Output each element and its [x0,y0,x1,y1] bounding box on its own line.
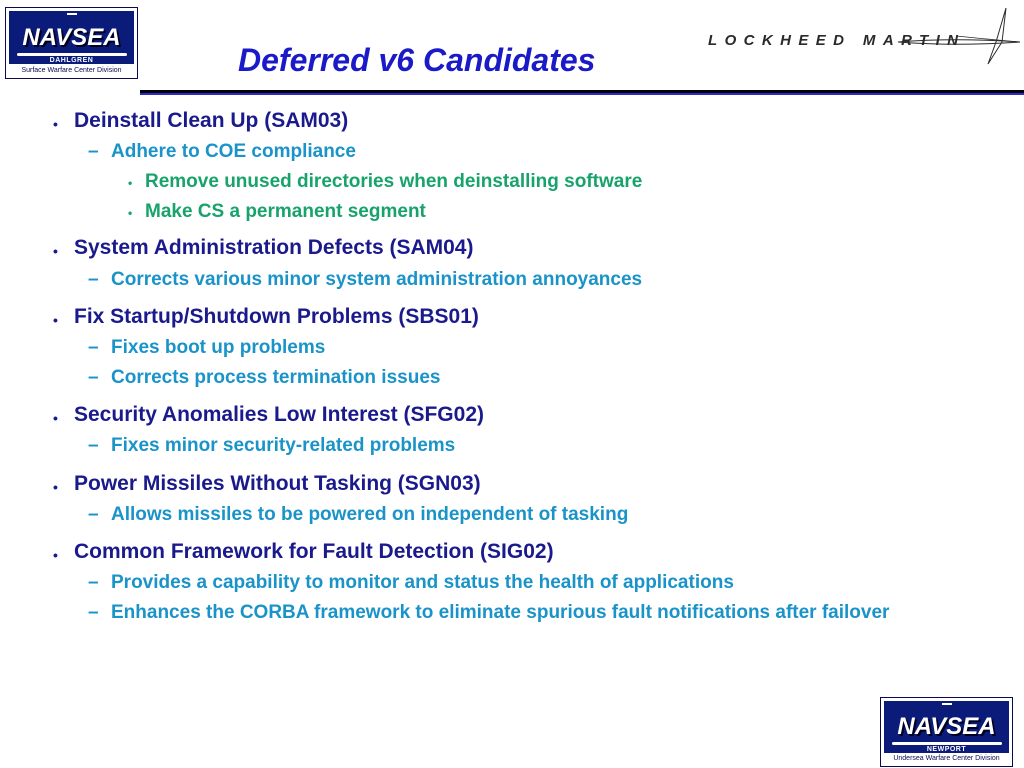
sub-bullet-2-1: Corrects various minor system administration annoyances [111,269,643,290]
navsea-wordmark: NAVSEA [897,713,996,740]
bullet-icon: • [53,116,58,132]
sub-bullet-3-1: Fixes boot up problems [111,337,326,358]
lockheed-star-icon [896,6,1022,66]
bullet-4: Security Anomalies Low Interest (SFG02) [74,403,484,426]
bullet-icon: • [53,243,58,259]
bullet-icon: • [53,410,58,426]
sub-bullet-3-2: Corrects process termination issues [111,367,441,388]
bullet-icon: • [53,312,58,328]
navsea-dahlgren-logo [5,7,138,79]
bullet-2: System Administration Defects (SAM04) [74,236,474,259]
navsea-division-label: Undersea Warfare Center Division [881,754,1012,764]
dash-icon: – [88,572,99,593]
sub-bullet-4-1: Fixes minor security-related problems [111,435,456,456]
dash-icon: – [88,337,99,358]
swoosh-icon [892,742,1002,745]
bullet-icon: • [53,479,58,495]
sub-bullet-5-1: Allows missiles to be powered on independent of tasking [111,504,629,525]
bullet-5: Power Missiles Without Tasking (SGN03) [74,472,481,495]
logo-mark-icon [67,13,77,15]
navsea-site-label: DAHLGREN [49,57,94,64]
sub-bullet-1-1: Adhere to COE compliance [111,141,356,162]
lockheed-martin-wordmark: LOCKHEED MARTIN [708,32,966,49]
dash-icon: – [88,602,99,623]
dash-icon: – [88,367,99,388]
bullet-icon: • [128,206,133,220]
sub-sub-bullet-1-1-2: Make CS a permanent segment [145,201,426,222]
bullet-6: Common Framework for Fault Detection (SIG02) [74,540,554,563]
navsea-newport-logo [880,697,1013,767]
logo-mark-icon [942,703,952,705]
dash-icon: – [88,504,99,525]
bullet-3: Fix Startup/Shutdown Problems (SBS01) [74,305,479,328]
dash-icon: – [88,435,99,456]
navsea-logo-field [884,701,1009,753]
swoosh-icon [17,53,127,56]
navsea-logo-field [9,11,134,64]
navsea-division-label: Surface Warfare Center Division [6,65,137,76]
bullet-icon: • [128,176,133,190]
sub-bullet-6-1: Provides a capability to monitor and status the health of applications [111,572,734,593]
sub-sub-bullet-1-1-1: Remove unused directories when deinstalling software [145,171,643,192]
bullet-icon: • [53,547,58,563]
header-rule-accent [140,93,1024,95]
navsea-site-label: NEWPORT [926,746,967,753]
navsea-wordmark: NAVSEA [22,24,121,51]
dash-icon: – [88,269,99,290]
sub-bullet-6-2: Enhances the CORBA framework to eliminate spurious fault notifications after failover [111,602,890,623]
slide-title: Deferred v6 Candidates [238,42,596,78]
dash-icon: – [88,141,99,162]
bullet-1: Deinstall Clean Up (SAM03) [74,109,349,132]
